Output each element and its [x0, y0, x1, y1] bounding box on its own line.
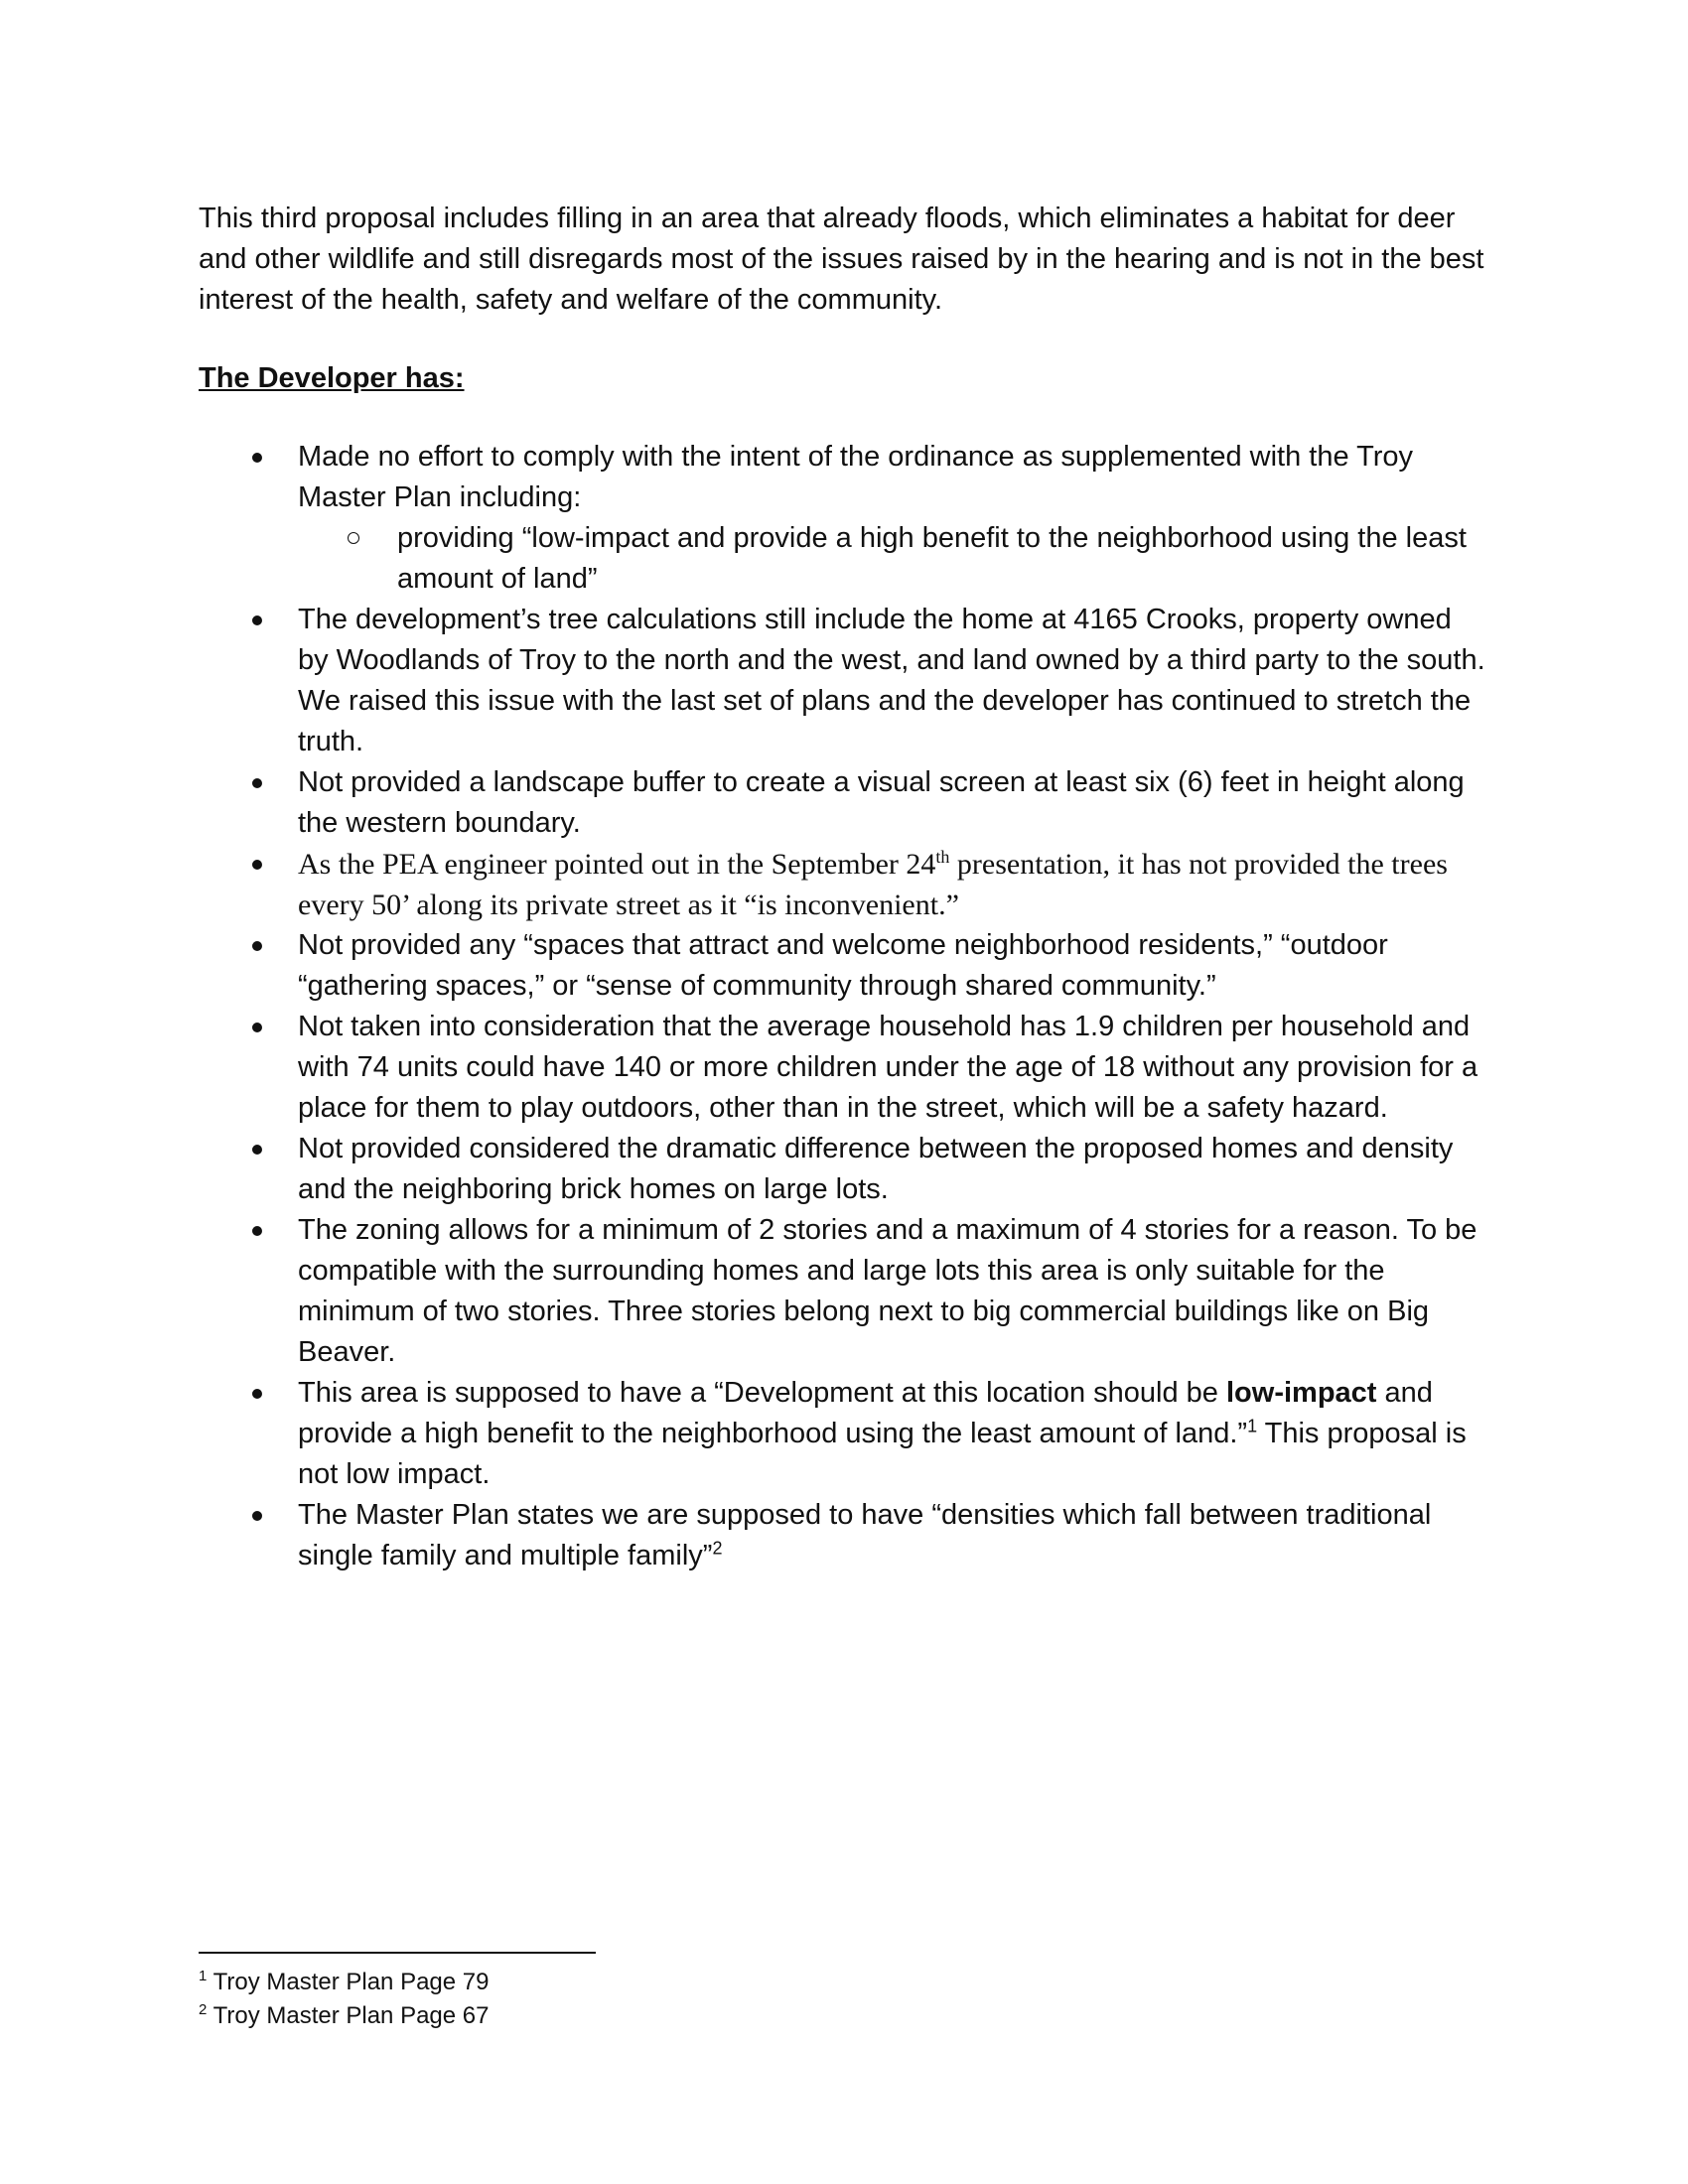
- body-content: [199, 199, 1489, 1576]
- list-item-text: Not provided any “spaces that attract and welcome neighborhood residents,” “outdoor “gathering spaces,” or “sense of community through shared community.”: [298, 929, 1388, 1002]
- bullet-icon: [252, 615, 262, 625]
- footnote-text: Troy Master Plan Page 67: [207, 2002, 490, 2029]
- list-item-text: The Master Plan states we are supposed to have “densities which fall between traditional single family and multiple family”: [298, 1499, 1432, 1571]
- footnote-text: Troy Master Plan Page 79: [207, 1969, 490, 1995]
- bullet-icon: [252, 860, 262, 870]
- list-item: [199, 600, 1489, 762]
- bullet-icon: [252, 941, 262, 951]
- list-item-text: Not provided a landscape buffer to create a visual screen at least six (6) feet in height along the western boundary.: [298, 766, 1465, 839]
- list-item-text: As the PEA engineer pointed out in the September 24: [298, 848, 936, 881]
- superscript: th: [935, 847, 950, 867]
- list-item: [199, 1373, 1489, 1495]
- list-item: [199, 1495, 1489, 1576]
- sub-list-item-text: providing “low-impact and provide a high benefit to the neighborhood using the least amount of land”: [397, 522, 1467, 595]
- bullet-icon: [252, 1023, 262, 1032]
- list-item-text: Made no effort to comply with the intent of the ordinance as supplemented with the Troy Master Plan including:: [298, 441, 1414, 513]
- bullet-icon: [252, 453, 262, 463]
- footnote-ref[interactable]: 2: [712, 1538, 723, 1559]
- bullet-icon: [252, 1511, 262, 1521]
- bullet-icon: [252, 1226, 262, 1236]
- list-item: [199, 762, 1489, 844]
- footnotes: [199, 1966, 490, 2033]
- circle-bullet-icon: [348, 532, 359, 544]
- footnote: [199, 1966, 490, 1999]
- intro-paragraph: This third proposal includes filling in an area that already floods, which eliminates a habitat for deer and other wildlife and still disregards most of the issues raised by in the hearing and is not in the best interest of the health, safety and welfare of the community.: [199, 203, 1484, 316]
- footnote-number: 2: [199, 2001, 208, 2018]
- bullet-icon: [252, 1145, 262, 1155]
- list-item-text: This area is supposed to have a “Development at this location should be: [298, 1377, 1226, 1409]
- list-item-text: presentation, it has not provided the trees every 50’ along its private street as it “is inconvenient.”: [298, 848, 1448, 921]
- list-item-text: Not taken into consideration that the average household has 1.9 children per household and with 74 units could have 140 or more children under the age of 18 without any provision for a place for them to play outdoors, other than in the street, which will be a safety hazard.: [298, 1011, 1478, 1124]
- footnote-divider: [199, 1952, 596, 1954]
- bold-emphasis: low-impact: [1226, 1377, 1377, 1409]
- list-item: [199, 1007, 1489, 1129]
- list-item-text: Not provided considered the dramatic difference between the proposed homes and density and the neighboring brick homes on large lots.: [298, 1133, 1454, 1205]
- list-item-text: and provide a high benefit to the neighborhood using the least amount of land.”: [298, 1377, 1433, 1449]
- list-item-text: The zoning allows for a minimum of 2 stories and a maximum of 4 stories for a reason. To be compatible with the surrounding homes and large lots this area is only suitable for the minimum of two stories. Three stories belong next to big commercial buildings like on Big Beaver.: [298, 1214, 1477, 1368]
- list-item: [199, 844, 1489, 925]
- section-heading: The Developer has:: [199, 362, 465, 394]
- bullet-icon: [252, 1389, 262, 1399]
- list-item: [199, 1129, 1489, 1210]
- footnote-ref[interactable]: 1: [1247, 1416, 1258, 1436]
- bullet-icon: [252, 778, 262, 788]
- developer-issues-list: [199, 437, 1489, 1576]
- list-item: [199, 1210, 1489, 1373]
- list-item-text: The development’s tree calculations still include the home at 4165 Crooks, property owned by Woodlands of Troy to the north and the west, and land owned by a third party to the south. We raised this issue with the last set of plans and the developer has continued to stretch the truth.: [298, 604, 1485, 757]
- list-item: [199, 437, 1489, 600]
- footnote: [199, 1999, 490, 2033]
- footnote-number: 1: [199, 1968, 208, 1984]
- list-item-text: This proposal is not low impact.: [298, 1418, 1467, 1490]
- sub-list: [298, 518, 1489, 600]
- list-item: [199, 925, 1489, 1007]
- sub-list-item: [298, 518, 1489, 600]
